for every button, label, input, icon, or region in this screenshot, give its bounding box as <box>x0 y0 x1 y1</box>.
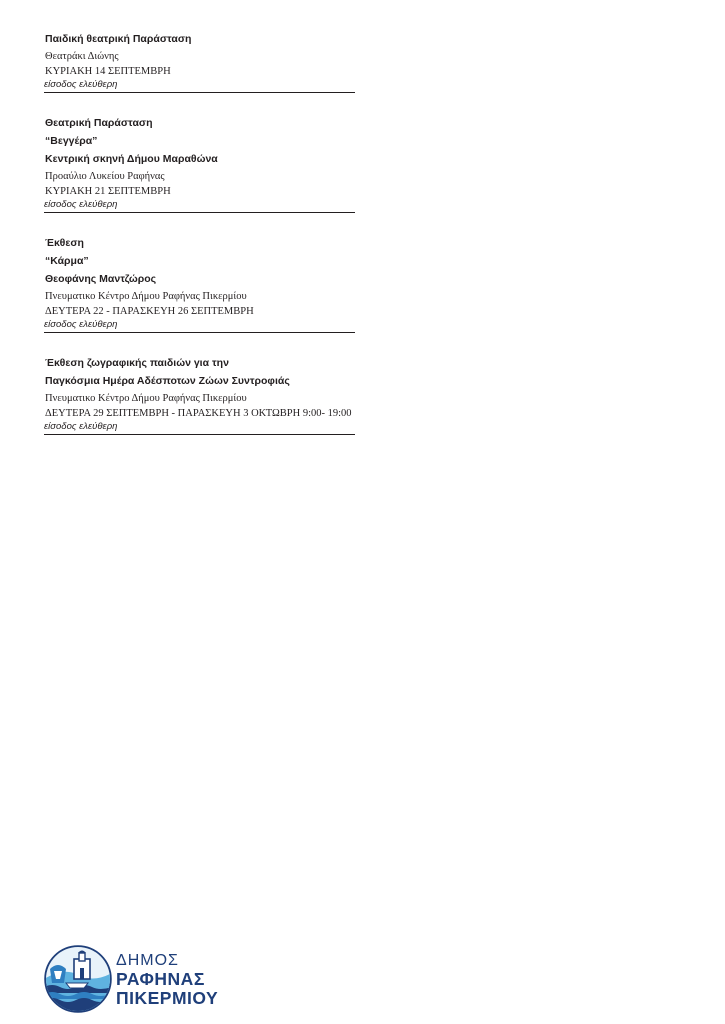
event-organizer: Κεντρική σκηνή Δήμου Μαραθώνα <box>45 153 218 165</box>
event-date: ΚΥΡΙΑΚΗ 14 ΣΕΠΤΕΜΒΡΗ <box>45 65 171 77</box>
event-subtitle: “Κάρμα” <box>45 255 89 267</box>
event-date: ΔΕΥΤΕΡΑ 22 - ΠΑΡΑΣΚΕΥΗ 26 ΣΕΠΤΕΜΒΡΗ <box>45 305 254 317</box>
municipality-emblem-icon <box>44 945 112 1013</box>
event-venue: Πνευματικο Κέντρο Δήμου Ραφήνας Πικερμίου <box>45 291 247 302</box>
logo-line-2: ΡΑΦΗΝΑΣ <box>116 968 205 989</box>
event-title: Θεατρική Παράσταση <box>45 117 153 129</box>
municipality-name <box>116 951 218 1008</box>
event-artist: Θεοφάνης Μαντζώρος <box>45 273 157 285</box>
event-entry: είσοδος ελεύθερη <box>44 421 355 435</box>
municipality-logo <box>44 945 218 1013</box>
event-entry: είσοδος ελεύθερη <box>44 79 355 93</box>
event-venue: Πνευματικο Κέντρο Δήμου Ραφήνας Πικερμίου <box>45 393 247 404</box>
event-title: Έκθεση ζωγραφικής παιδιών για την <box>45 357 229 369</box>
event-entry: είσοδος ελεύθερη <box>44 199 355 213</box>
event-4 <box>45 356 355 435</box>
event-title: Έκθεση <box>45 237 84 249</box>
event-date: ΚΥΡΙΑΚΗ 21 ΣΕΠΤΕΜΒΡΗ <box>45 185 171 197</box>
event-venue: Θεατράκι Διώνης <box>45 51 119 62</box>
event-3 <box>45 236 355 333</box>
logo-line-1: ΔΗΜΟΣ <box>116 951 179 969</box>
event-entry: είσοδος ελεύθερη <box>44 319 355 333</box>
event-subtitle: “Βεγγέρα” <box>45 135 98 147</box>
event-2 <box>45 116 355 213</box>
event-date: ΔΕΥΤΕΡΑ 29 ΣΕΠΤΕΜΒΡΗ - ΠΑΡΑΣΚΕΥΗ 3 ΟΚΤΩΒΡΗ 9:00- 19:00 <box>45 407 352 419</box>
event-title: Παιδική θεατρική Παράσταση <box>45 33 192 45</box>
event-1 <box>45 32 355 93</box>
event-title-cont: Παγκόσμια Ημέρα Αδέσποτων Ζώων Συντροφιάς <box>45 375 290 387</box>
event-venue: Προαύλιο Λυκείου Ραφήνας <box>45 171 165 182</box>
logo-line-3: ΠΙΚΕΡΜΙΟΥ <box>116 987 219 1008</box>
